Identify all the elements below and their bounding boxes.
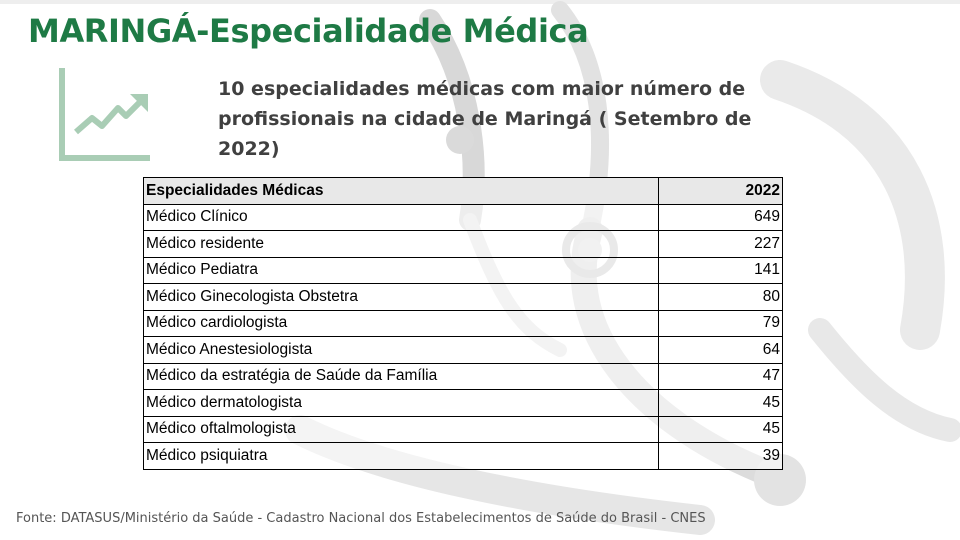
specialties-table bbox=[143, 177, 783, 470]
count-cell: 47 bbox=[659, 363, 783, 390]
table-caption: 10 especialidades médicas com maior número de profissionais na cidade de Maringá ( Setembro de 2022) bbox=[218, 78, 752, 160]
specialty-cell: Médico da estratégia de Saúde da Família bbox=[144, 363, 659, 390]
table-row bbox=[144, 204, 783, 231]
count-cell: 649 bbox=[659, 204, 783, 231]
table-header-row bbox=[144, 178, 783, 205]
table-row bbox=[144, 390, 783, 417]
specialty-cell: Médico residente bbox=[144, 231, 659, 258]
specialty-cell: Médico psiquiatra bbox=[144, 443, 659, 470]
count-cell: 141 bbox=[659, 257, 783, 284]
count-cell: 45 bbox=[659, 416, 783, 443]
table-row bbox=[144, 337, 783, 364]
specialty-cell: Médico Pediatra bbox=[144, 257, 659, 284]
specialty-cell: Médico cardiologista bbox=[144, 310, 659, 337]
table-row bbox=[144, 310, 783, 337]
specialty-cell: Médico oftalmologista bbox=[144, 416, 659, 443]
count-cell: 79 bbox=[659, 310, 783, 337]
table-row bbox=[144, 231, 783, 258]
specialty-cell: Médico dermatologista bbox=[144, 390, 659, 417]
column-header-specialty: Especialidades Médicas bbox=[144, 178, 659, 205]
specialty-cell: Médico Clínico bbox=[144, 204, 659, 231]
count-cell: 45 bbox=[659, 390, 783, 417]
table-row bbox=[144, 257, 783, 284]
count-cell: 80 bbox=[659, 284, 783, 311]
count-cell: 39 bbox=[659, 443, 783, 470]
column-header-year: 2022 bbox=[659, 178, 783, 205]
source-note: Fonte: DATASUS/Ministério da Saúde - Cadastro Nacional dos Estabelecimentos de Saúde do Brasil - CNES bbox=[16, 511, 706, 526]
specialty-cell: Médico Anestesiologista bbox=[144, 337, 659, 364]
page-title: MARINGÁ-Especialidade Médica bbox=[28, 12, 589, 50]
growth-chart-icon bbox=[58, 66, 154, 162]
table-row bbox=[144, 416, 783, 443]
table-row bbox=[144, 443, 783, 470]
count-cell: 64 bbox=[659, 337, 783, 364]
table-row bbox=[144, 284, 783, 311]
table-row bbox=[144, 363, 783, 390]
count-cell: 227 bbox=[659, 231, 783, 258]
specialty-cell: Médico Ginecologista Obstetra bbox=[144, 284, 659, 311]
